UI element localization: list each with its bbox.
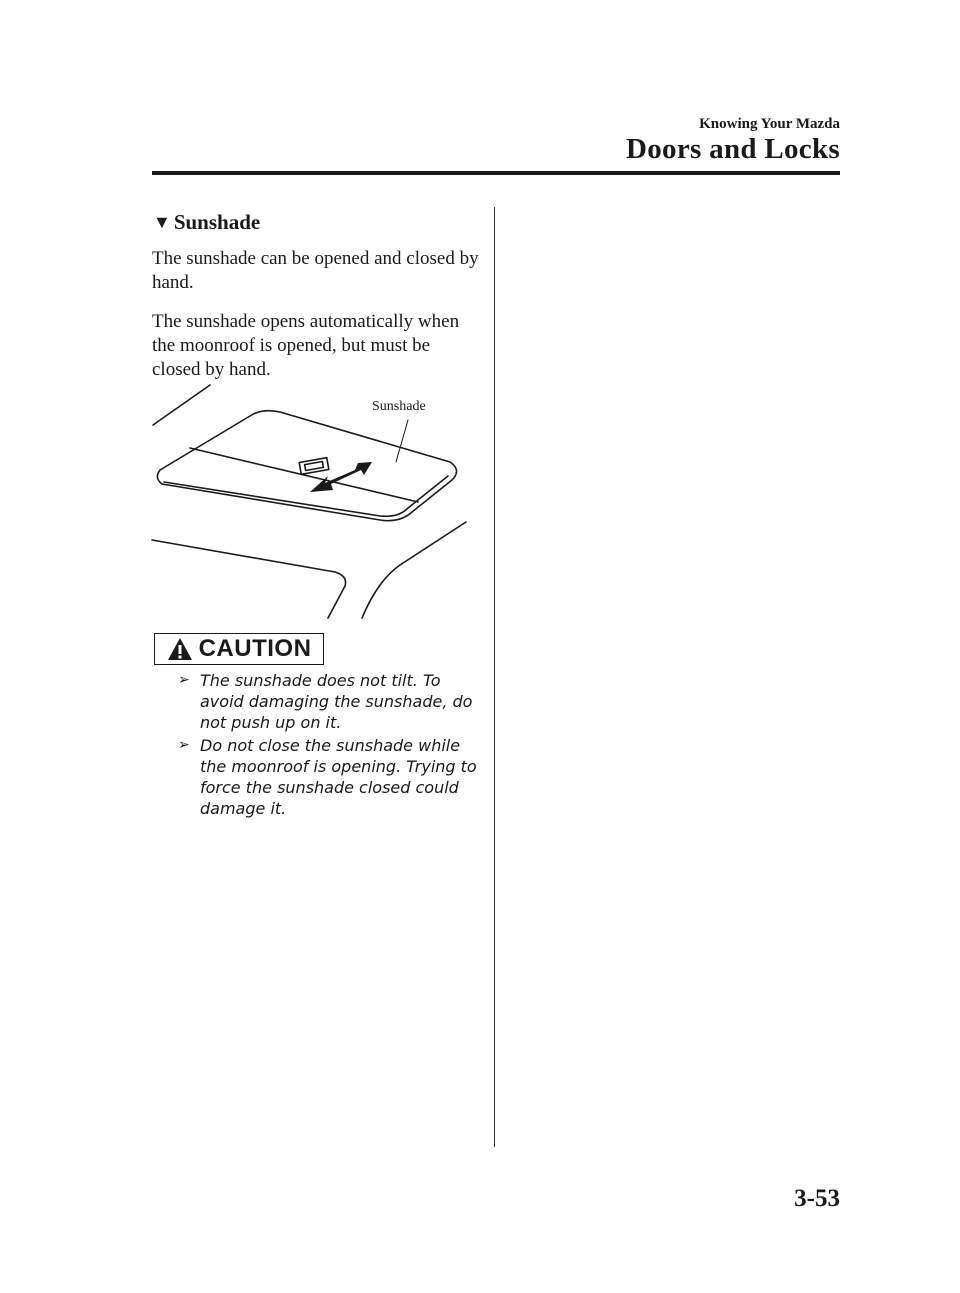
sunshade-diagram <box>150 380 480 620</box>
triangle-bullet-icon: ▼ <box>153 212 171 232</box>
caution-item-text: The sunshade does not tilt. To avoid damaging the sunshade, do not push up on it. <box>200 671 473 732</box>
sunshade-callout-label: Sunshade <box>372 399 426 414</box>
caution-label: CAUTION <box>198 635 312 662</box>
arrow-bullet-icon: ➢ <box>178 672 190 688</box>
header-rule <box>152 171 840 175</box>
page-title: Doors and Locks <box>626 133 840 165</box>
section-heading <box>153 210 260 235</box>
caution-item <box>178 670 478 733</box>
windshield-line <box>153 385 210 425</box>
caution-item <box>178 735 478 819</box>
warning-triangle-icon <box>167 637 193 661</box>
sunshade-handle-inner <box>305 461 324 470</box>
header-section: Knowing Your Mazda <box>699 116 840 132</box>
caution-list <box>178 670 478 821</box>
paragraph-2: The sunshade opens automatically when the moonroof is opened, but must be closed by hand. <box>152 311 460 380</box>
column-divider <box>494 207 495 1147</box>
caution-header <box>154 633 324 665</box>
caution-item-text: Do not close the sunshade while the moonroof is opening. Trying to force the sunshade closed could damage it. <box>200 736 477 818</box>
sunshade-panel-edge <box>164 476 448 516</box>
arrow-bullet-icon: ➢ <box>178 737 190 753</box>
headliner-edge <box>152 540 346 618</box>
pillar-edge <box>362 522 466 618</box>
page-number: 3-53 <box>794 1185 840 1212</box>
sunshade-handle <box>299 458 329 475</box>
label-leader-line <box>396 420 408 462</box>
section-heading-text: Sunshade <box>173 210 261 234</box>
open-close-arrow-icon <box>310 462 372 492</box>
sunshade-illustration <box>150 380 480 620</box>
paragraph-1: The sunshade can be opened and closed by hand. <box>152 248 479 293</box>
